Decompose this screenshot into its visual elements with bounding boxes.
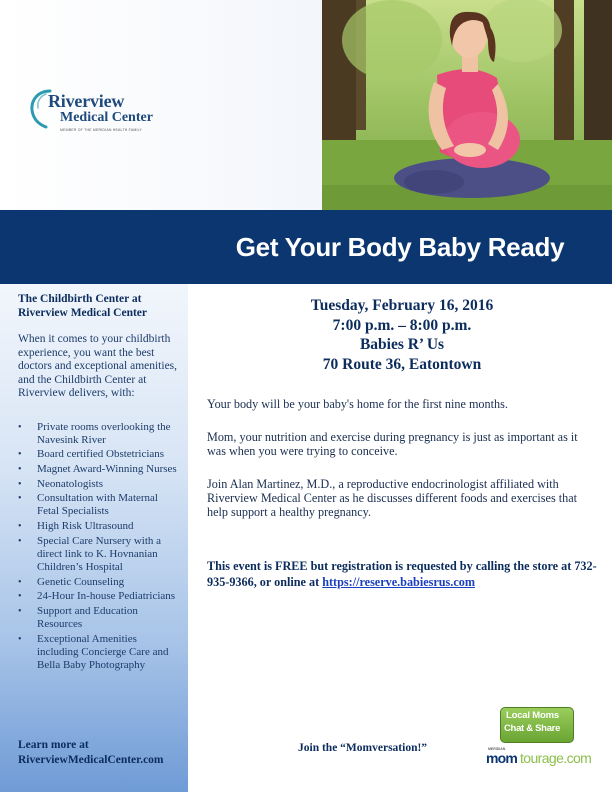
list-item	[18, 576, 178, 589]
bullet-icon: •	[18, 606, 22, 618]
list-item	[18, 520, 178, 533]
event-details	[205, 296, 599, 374]
registration-notice	[207, 558, 599, 590]
title-banner	[0, 210, 612, 284]
pregnant-woman-photo	[322, 0, 612, 210]
list-item	[18, 633, 178, 672]
learn-more	[18, 738, 183, 767]
bullet-icon: •	[18, 493, 22, 505]
page-title: Get Your Body Baby Ready	[235, 231, 565, 262]
list-item-text: 24-Hour In-house Pediatricians	[37, 590, 176, 603]
list-item-text: Magnet Award-Winning Nurses	[37, 462, 177, 475]
sidebar-intro: When it comes to your childbirth experience, you want the best doctors and exceptional amenities, and the Childbirth Center at Riverview delivers, with:	[18, 333, 178, 399]
paragraph-speaker: Join Alan Martinez, M.D., a reproductive endocrinologist affiliated with Riverview Medical Center as he discusses different foods and exercises that help support a healthy pregnancy.	[207, 477, 578, 520]
logo-subname: Medical Center	[60, 110, 153, 125]
list-item	[18, 478, 178, 491]
list-item-text: Board certified Obstetricians	[37, 448, 165, 461]
bullet-icon: •	[18, 449, 22, 461]
badge-brand-small: MERIDIAN	[488, 747, 506, 751]
registration-link[interactable]: https://reserve.babiesrus.com	[322, 575, 475, 589]
bullet-icon: •	[18, 421, 22, 433]
list-item	[18, 535, 178, 574]
event-time: 7:00 p.m. – 8:00 p.m.	[332, 316, 472, 334]
list-item-text: Special Care Nursery with a direct link to K. Hovnanian Children’s Hospital	[37, 534, 162, 573]
list-item-text: Exceptional Amenities including Concierge Care and Bella Baby Photography	[37, 632, 169, 672]
bullet-icon: •	[18, 633, 22, 645]
registration-text: This event is FREE but registration is requested by calling the store at 732-935-9366, or online at	[207, 559, 597, 589]
sidebar-heading: The Childbirth Center at Riverview Medical Center	[18, 293, 148, 319]
bullet-icon: •	[18, 535, 22, 547]
sidebar	[0, 284, 188, 792]
bullet-icon: •	[18, 576, 22, 588]
badge-brand-tourage: tourage.com	[520, 750, 592, 766]
photo-illustration	[322, 0, 612, 210]
learn-more-label: Learn more at	[18, 739, 89, 751]
bullet-icon: •	[18, 463, 22, 475]
list-item	[18, 448, 178, 461]
bullet-icon: •	[18, 478, 22, 490]
main-content	[207, 296, 599, 589]
list-item	[18, 590, 178, 603]
logo-tagline: MEMBER OF THE MERIDIAN HEALTH FAMILY	[60, 128, 143, 132]
paragraph-nutrition: Mom, your nutrition and exercise during pregnancy is just as important as it was when you were trying to conceive.	[207, 430, 578, 459]
list-item-text: Support and Education Resources	[37, 605, 138, 631]
event-venue: Babies R’ Us	[359, 336, 445, 353]
badge-line2: Chat & Share	[504, 723, 561, 734]
learn-more-link[interactable]: RiverviewMedicalCenter.com	[18, 753, 164, 766]
momtourage-badge[interactable]	[486, 707, 598, 769]
bullet-icon: •	[18, 521, 22, 533]
logo-area	[0, 0, 322, 210]
list-item-text: Consultation with Maternal Fetal Specialists	[37, 492, 158, 518]
paragraph-intro: Your body will be your baby's home for the first nine months.	[207, 397, 508, 411]
momversation-tagline: Join the “Momversation!”	[298, 742, 428, 754]
badge-line1: Local Moms	[506, 710, 559, 721]
list-item	[18, 463, 178, 476]
event-address: 70 Route 36, Eatontown	[322, 355, 482, 373]
bullet-icon: •	[18, 591, 22, 603]
list-item-text: Genetic Counseling	[37, 575, 125, 588]
list-item	[18, 605, 178, 631]
badge-brand-mom: mom	[486, 750, 518, 766]
list-item-text: High Risk Ultrasound	[37, 520, 134, 533]
list-item-text: Neonatologists	[37, 477, 103, 490]
event-date: Tuesday, February 16, 2016	[310, 297, 494, 314]
list-item	[18, 492, 178, 518]
amenities-list	[18, 421, 178, 673]
riverview-logo	[28, 88, 178, 134]
logo-name: Riverview	[48, 91, 125, 111]
list-item-text: Private rooms overlooking the Navesink River	[37, 420, 171, 446]
list-item	[18, 421, 178, 447]
